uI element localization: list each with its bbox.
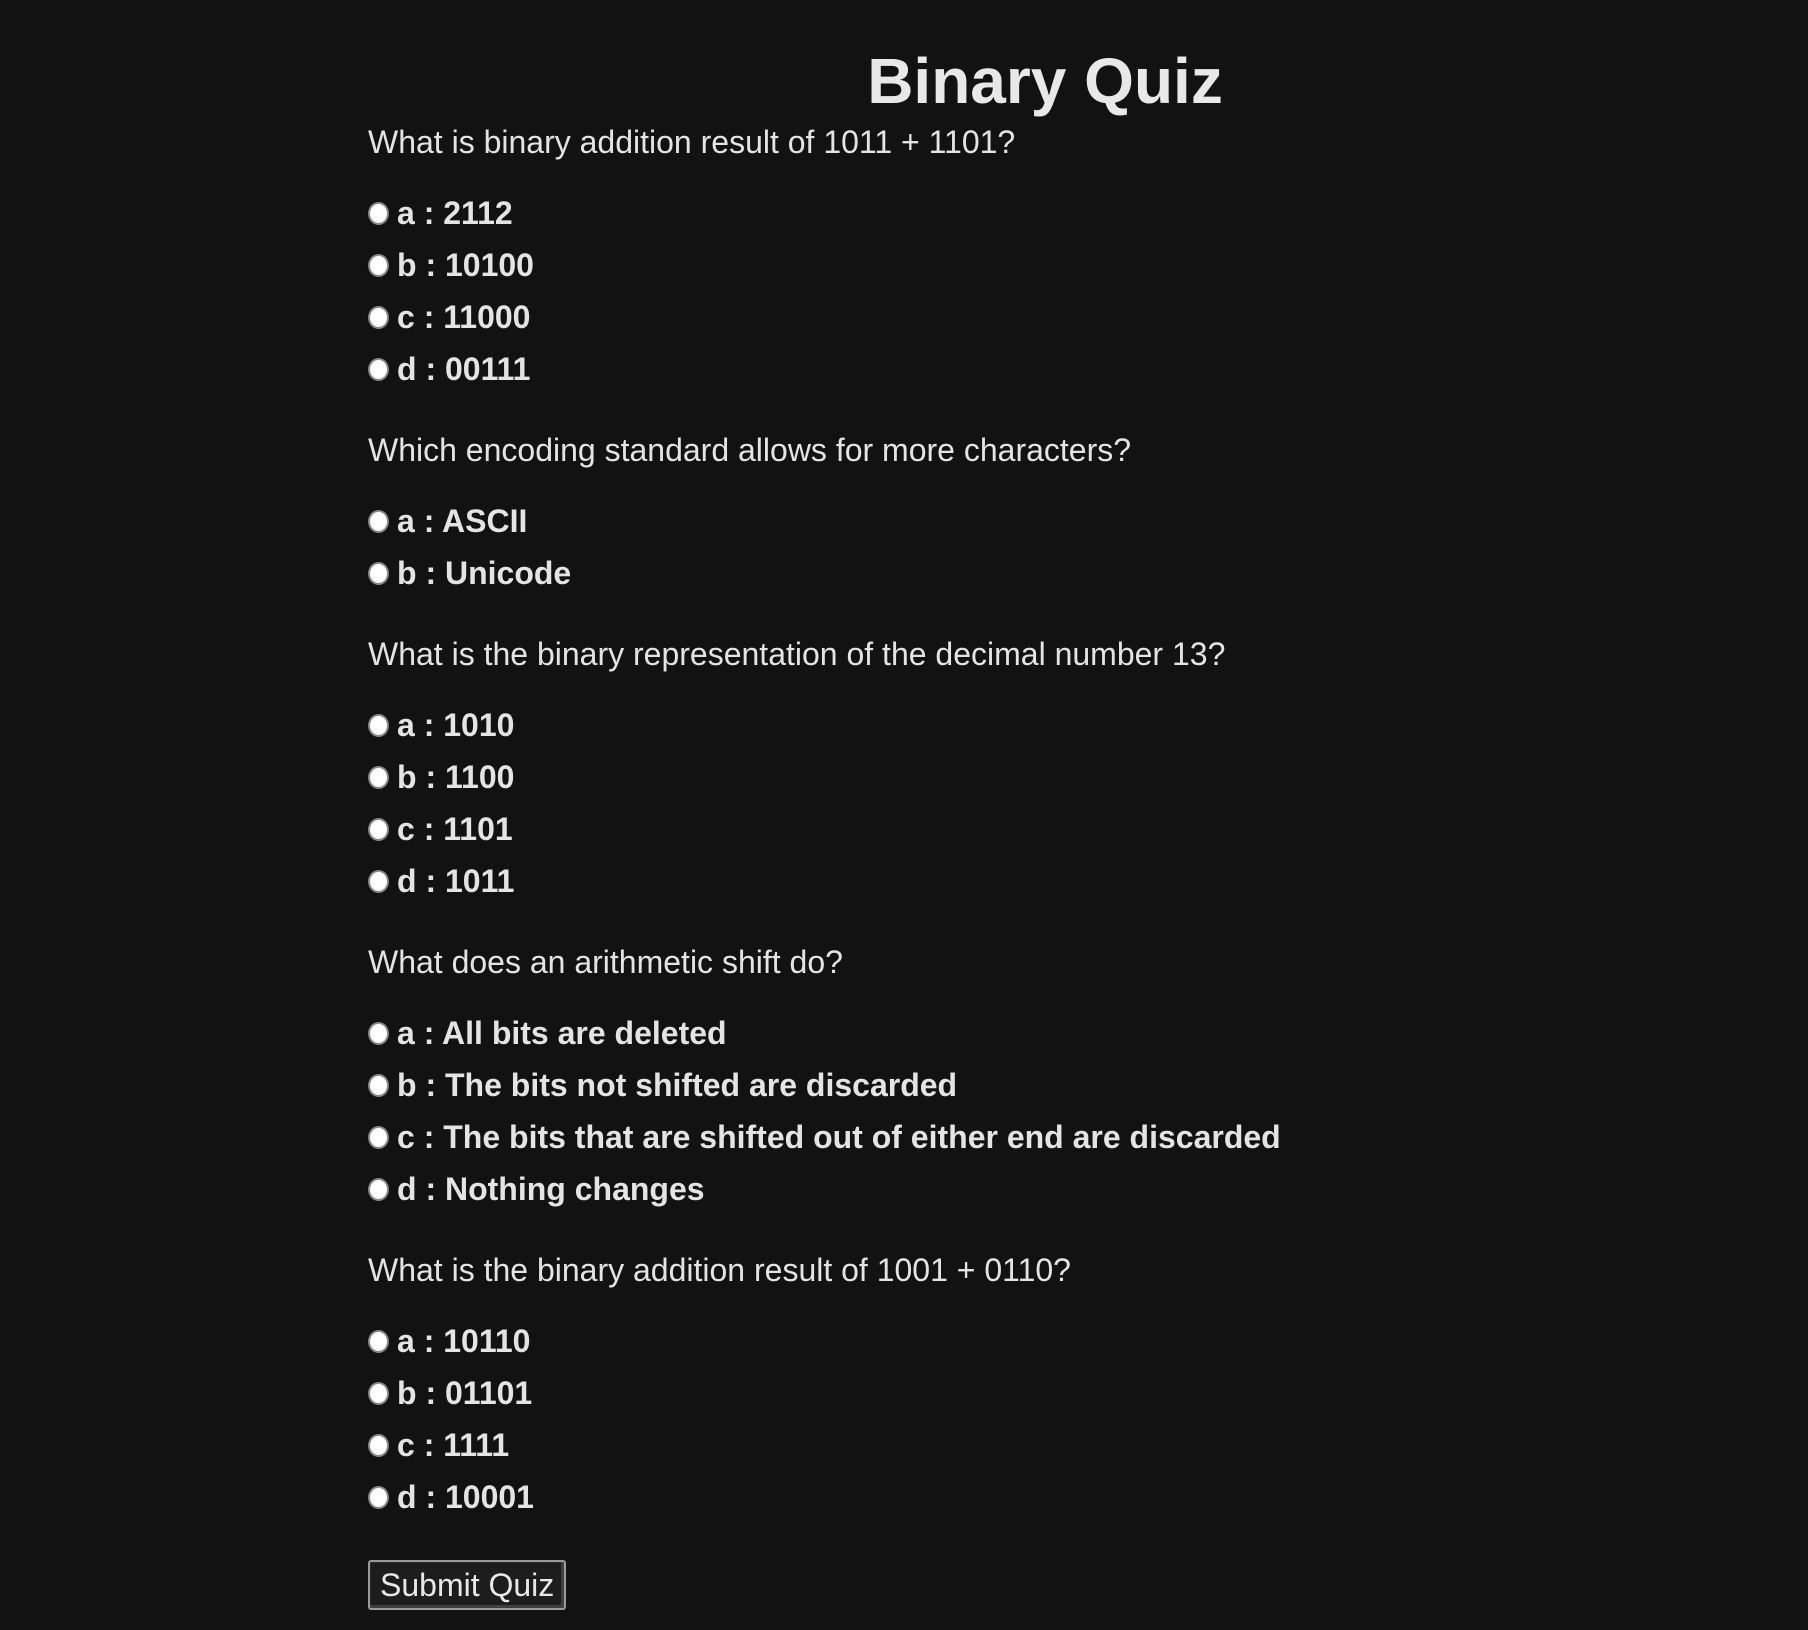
option-label: b : 10100	[397, 246, 534, 283]
options-group	[368, 1315, 1722, 1523]
answer-option[interactable]	[368, 751, 1722, 803]
radio-button[interactable]	[368, 714, 389, 737]
quiz-form	[368, 124, 1722, 1610]
question-text: What is binary addition result of 1011 + 1101?	[368, 124, 1016, 160]
option-label: a : All bits are deleted	[397, 1014, 727, 1051]
radio-button[interactable]	[368, 870, 389, 893]
question-text: Which encoding standard allows for more characters?	[368, 432, 1132, 468]
question-block	[368, 124, 1722, 395]
answer-option[interactable]	[368, 495, 1722, 547]
answer-option[interactable]	[368, 187, 1722, 239]
answer-option[interactable]	[368, 1471, 1722, 1523]
option-label: c : 1111	[397, 1426, 510, 1463]
options-group	[368, 495, 1722, 599]
option-label: d : 10001	[397, 1478, 534, 1515]
option-label: a : 1010	[397, 706, 515, 743]
options-group	[368, 187, 1722, 395]
answer-option[interactable]	[368, 699, 1722, 751]
option-label: c : 11000	[397, 298, 531, 335]
quiz-container	[368, 44, 1722, 1610]
question-block	[368, 944, 1722, 1215]
radio-button[interactable]	[368, 1074, 389, 1097]
radio-button[interactable]	[368, 562, 389, 585]
radio-button[interactable]	[368, 1382, 389, 1405]
question-text: What is the binary addition result of 1001 + 0110?	[368, 1252, 1071, 1288]
question-text: What does an arithmetic shift do?	[368, 944, 843, 980]
radio-button[interactable]	[368, 766, 389, 789]
radio-button[interactable]	[368, 358, 389, 381]
answer-option[interactable]	[368, 239, 1722, 291]
radio-button[interactable]	[368, 1486, 389, 1509]
answer-option[interactable]	[368, 1163, 1722, 1215]
question-text: What is the binary representation of the decimal number 13?	[368, 636, 1226, 672]
option-label: b : 01101	[397, 1374, 533, 1411]
questions-list	[368, 124, 1722, 1523]
question-block	[368, 636, 1722, 907]
answer-option[interactable]	[368, 1315, 1722, 1367]
answer-option[interactable]	[368, 291, 1722, 343]
option-label: d : 00111	[397, 350, 531, 387]
radio-button[interactable]	[368, 1434, 389, 1457]
option-label: c : 1101	[397, 810, 513, 847]
option-label: a : 10110	[397, 1322, 531, 1359]
submit-quiz-button[interactable]: Submit Quiz	[368, 1560, 566, 1610]
page-title: Binary Quiz	[867, 45, 1223, 117]
option-label: d : Nothing changes	[397, 1170, 705, 1207]
option-label: d : 1011	[397, 862, 515, 899]
radio-button[interactable]	[368, 202, 389, 225]
radio-button[interactable]	[368, 1126, 389, 1149]
question-block	[368, 432, 1722, 599]
answer-option[interactable]	[368, 1419, 1722, 1471]
answer-option[interactable]	[368, 1059, 1722, 1111]
option-label: b : The bits not shifted are discarded	[397, 1066, 958, 1103]
radio-button[interactable]	[368, 1330, 389, 1353]
radio-button[interactable]	[368, 254, 389, 277]
option-label: a : ASCII	[397, 502, 528, 539]
radio-button[interactable]	[368, 818, 389, 841]
radio-button[interactable]	[368, 1178, 389, 1201]
radio-button[interactable]	[368, 306, 389, 329]
options-group	[368, 1007, 1722, 1215]
answer-option[interactable]	[368, 343, 1722, 395]
answer-option[interactable]	[368, 1111, 1722, 1163]
question-block	[368, 1252, 1722, 1523]
answer-option[interactable]	[368, 1007, 1722, 1059]
option-label: b : 1100	[397, 758, 515, 795]
option-label: a : 2112	[397, 194, 513, 231]
radio-button[interactable]	[368, 510, 389, 533]
answer-option[interactable]	[368, 1367, 1722, 1419]
option-label: c : The bits that are shifted out of either end are discarded	[397, 1118, 1281, 1155]
answer-option[interactable]	[368, 855, 1722, 907]
answer-option[interactable]	[368, 547, 1722, 599]
option-label: b : Unicode	[397, 554, 572, 591]
answer-option[interactable]	[368, 803, 1722, 855]
options-group	[368, 699, 1722, 907]
radio-button[interactable]	[368, 1022, 389, 1045]
